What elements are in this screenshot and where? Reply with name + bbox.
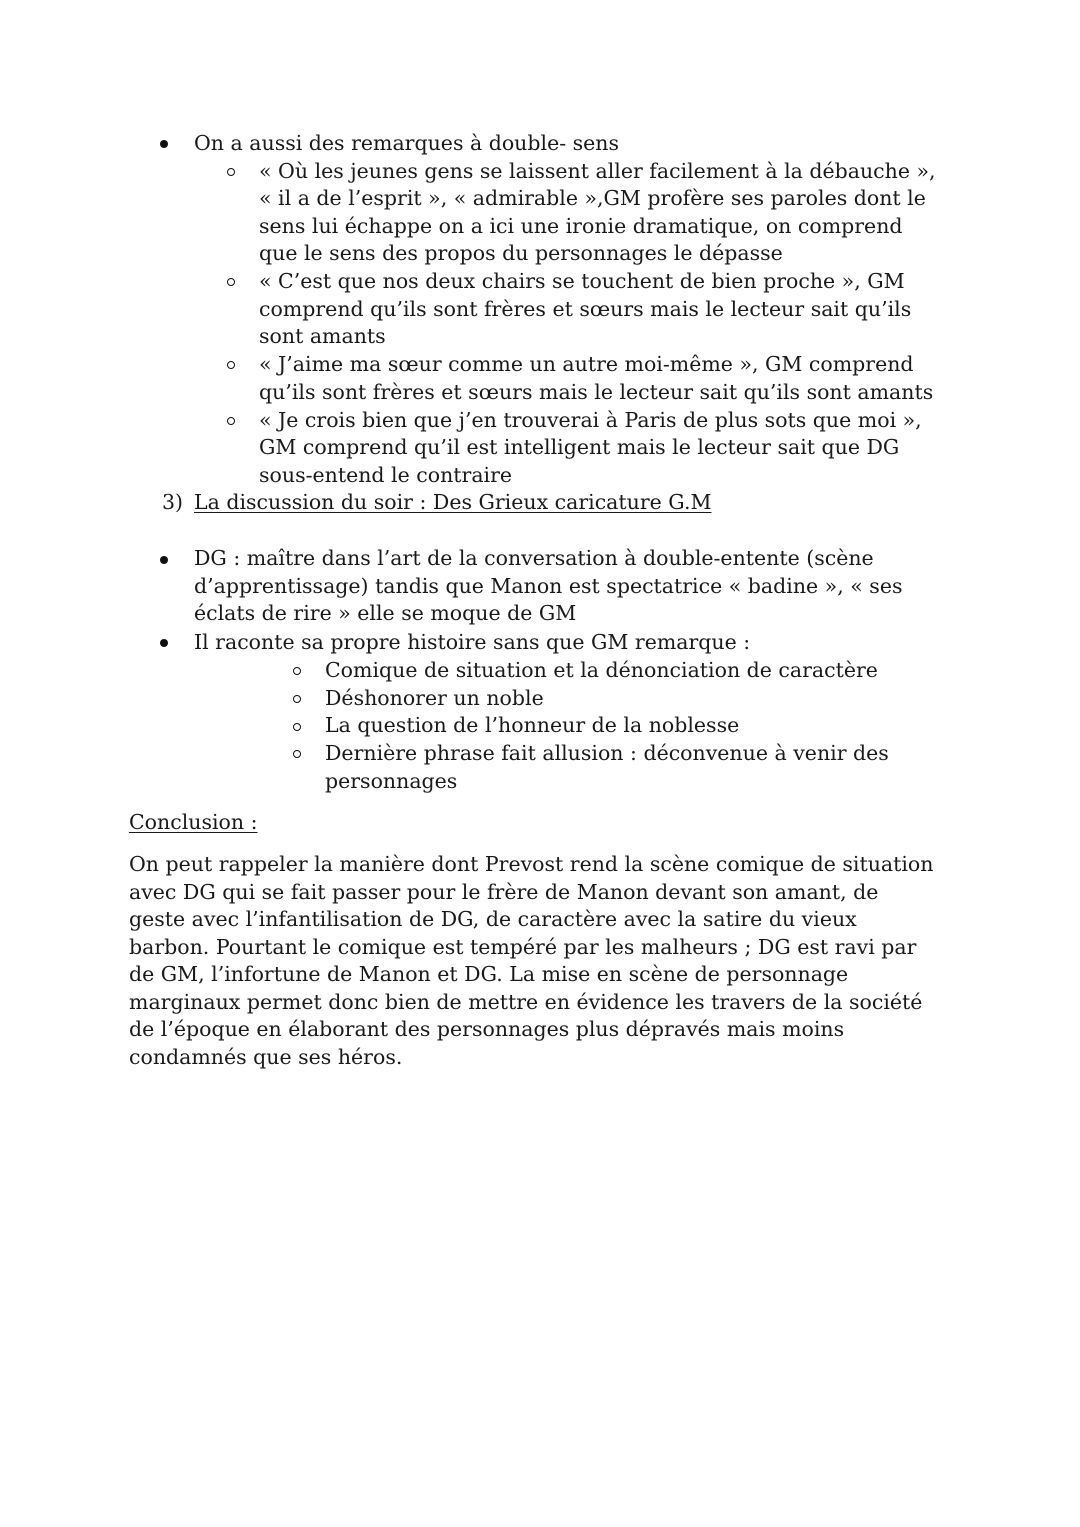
bullet-icon — [160, 556, 168, 564]
sub-item-line: Dernière phrase fait allusion : déconvenue à venir des — [325, 741, 889, 765]
section-number: 3) — [162, 490, 184, 514]
section-heading: La discussion du soir : Des Grieux caricature G.M — [194, 490, 712, 514]
bullet-text: éclats de rire » elle se moque de GM — [194, 601, 577, 625]
circle-bullet-icon — [293, 723, 301, 731]
circle-bullet-icon — [227, 278, 235, 286]
sub-item-line: « il a de l’esprit », « admirable »,GM profère ses paroles dont le — [259, 186, 926, 210]
sub-item-line: sous-entend le contraire — [259, 463, 513, 487]
conclusion-heading: Conclusion : — [129, 810, 258, 834]
circle-bullet-icon — [293, 750, 301, 758]
sub-item-line: que le sens des propos du personnages le dépasse — [259, 241, 783, 265]
sub-item-line: « J’aime ma sœur comme un autre moi-même », GM comprend — [259, 352, 914, 376]
bullet-text: On a aussi des remarques à double- sens — [194, 131, 620, 155]
sub-item-line: Déshonorer un noble — [325, 686, 544, 710]
circle-bullet-icon — [293, 667, 301, 675]
bullet-text: d’apprentissage) tandis que Manon est spectatrice « badine », « ses — [194, 574, 903, 598]
conclusion-line: geste avec l’infantilisation de DG, de caractère avec la satire du vieux — [129, 907, 857, 931]
conclusion-line: condamnés que ses héros. — [129, 1045, 403, 1069]
sub-item-line: personnages — [325, 769, 458, 793]
bullet-icon — [160, 140, 168, 148]
sub-item-line: qu’ils sont frères et sœurs mais le lecteur sait qu’ils sont amants — [259, 380, 934, 404]
conclusion-line: On peut rappeler la manière dont Prevost rend la scène comique de situation — [129, 852, 934, 876]
sub-item-line: « Je crois bien que j’en trouverai à Paris de plus sots que moi », — [259, 408, 922, 432]
sub-item-line: « C’est que nos deux chairs se touchent de bien proche », GM — [259, 269, 905, 293]
sub-item-line: « Où les jeunes gens se laissent aller facilement à la débauche », — [259, 159, 936, 183]
circle-bullet-icon — [293, 695, 301, 703]
sub-item-line: GM comprend qu’il est intelligent mais le lecteur sait que DG — [259, 435, 900, 459]
bullet-text: Il raconte sa propre histoire sans que GM remarque : — [194, 630, 751, 654]
conclusion-line: de l’époque en élaborant des personnages plus dépravés mais moins — [129, 1017, 845, 1041]
sub-item-line: Comique de situation et la dénonciation de caractère — [325, 658, 878, 682]
circle-bullet-icon — [227, 361, 235, 369]
sub-item-line: comprend qu’ils sont frères et sœurs mais le lecteur sait qu’ils — [259, 297, 912, 321]
circle-bullet-icon — [227, 168, 235, 176]
bullet-icon — [160, 639, 168, 647]
sub-item-line: sont amants — [259, 324, 386, 348]
conclusion-line: marginaux permet donc bien de mettre en évidence les travers de la société — [129, 990, 923, 1014]
sub-item-line: sens lui échappe on a ici une ironie dramatique, on comprend — [259, 214, 903, 238]
conclusion-line: de GM, l’infortune de Manon et DG. La mise en scène de personnage — [129, 962, 849, 986]
conclusion-line: barbon. Pourtant le comique est tempéré par les malheurs ; DG est ravi par — [129, 935, 917, 959]
conclusion-line: avec DG qui se fait passer pour le frère de Manon devant son amant, de — [129, 880, 879, 904]
sub-item-line: La question de l’honneur de la noblesse — [325, 713, 740, 737]
circle-bullet-icon — [227, 417, 235, 425]
bullet-text: DG : maître dans l’art de la conversation à double-entente (scène — [194, 546, 874, 570]
